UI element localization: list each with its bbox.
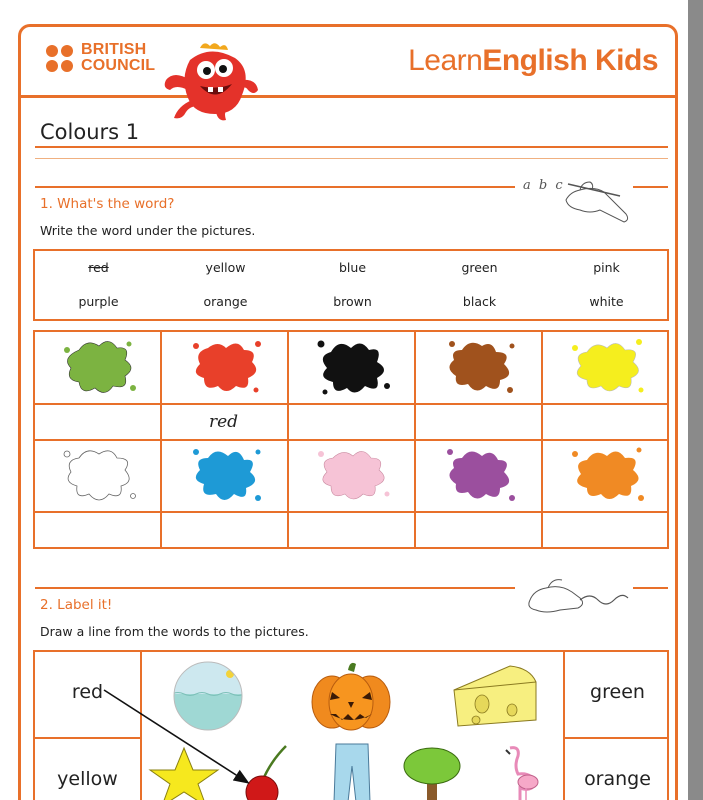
abc-writing-label: a b c	[523, 178, 565, 193]
label-word-green: green	[590, 681, 645, 703]
word-bank-item: yellow	[205, 260, 246, 275]
brand-english-kids: English Kids	[482, 44, 658, 77]
word-bank-item: blue	[338, 260, 367, 275]
word-bank-item: green	[461, 260, 498, 275]
org-line-2: COUNCIL	[81, 57, 156, 74]
word-bank-item: black	[462, 294, 497, 309]
word-bank-item: red	[88, 260, 109, 275]
word-bank-item: brown	[333, 294, 372, 309]
word-bank-item: white	[589, 294, 624, 309]
label-word-red: red	[71, 681, 104, 703]
org-line-1: BRITISH	[81, 41, 147, 58]
worksheet-title: Colours 1	[40, 120, 140, 144]
word-bank-item: purple	[78, 294, 119, 309]
brand-learn: Learn	[408, 44, 483, 77]
label-word-orange: orange	[584, 768, 651, 790]
section1-instruction: Write the word under the pictures.	[40, 223, 256, 238]
label-word-yellow: yellow	[57, 768, 118, 790]
example-answer: red	[208, 412, 239, 432]
word-bank-item: pink	[593, 260, 620, 275]
word-bank-item: orange	[203, 294, 248, 309]
section2-instruction: Draw a line from the words to the pictures.	[40, 624, 309, 639]
section2-heading: 2. Label it!	[40, 597, 113, 613]
section1-heading: 1. What's the word?	[40, 196, 175, 212]
